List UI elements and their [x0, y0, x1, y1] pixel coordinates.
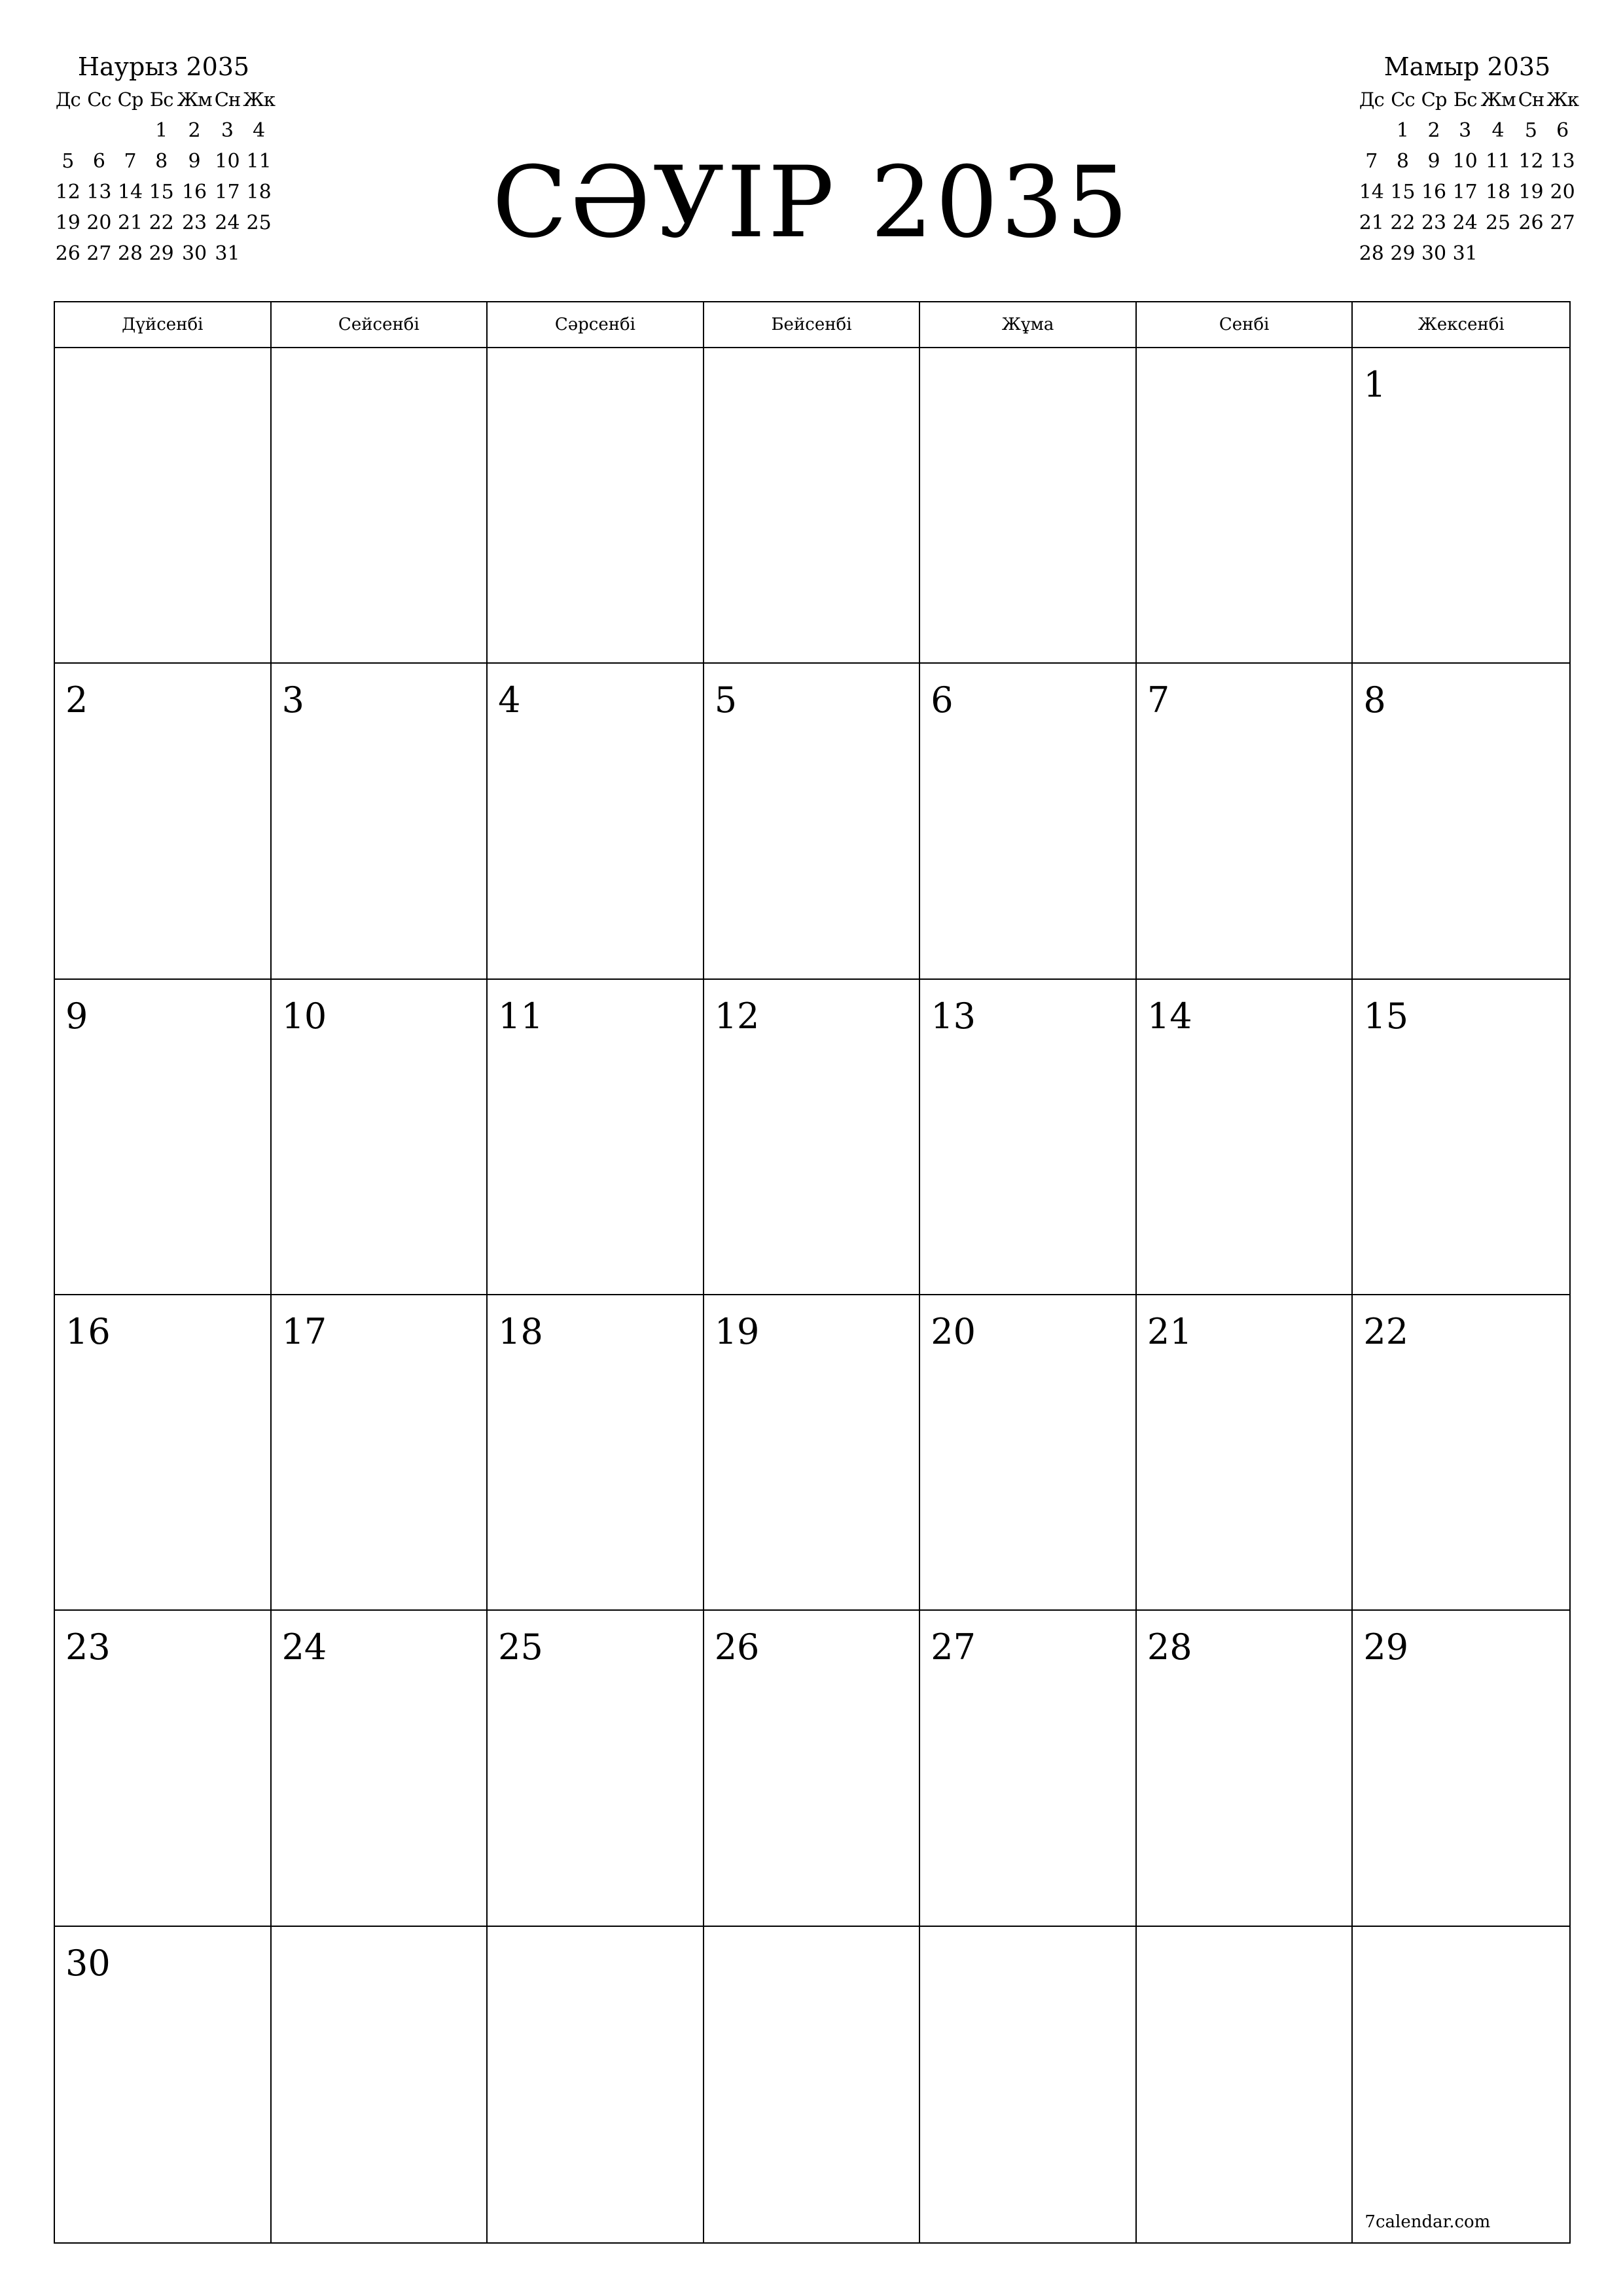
weekday-header: Жексенбі	[1353, 302, 1569, 348]
weekday-header: Дүйсенбі	[55, 302, 272, 348]
mini-day: 18	[246, 181, 272, 204]
day-cell	[704, 980, 921, 1295]
mini-day: 11	[1485, 150, 1511, 173]
mini-day: 27	[86, 242, 112, 265]
mini-day: 13	[1550, 150, 1575, 173]
day-cell	[920, 664, 1137, 979]
day-number: 13	[931, 995, 976, 1037]
mini-day: 17	[1452, 181, 1478, 204]
mini-day: 9	[188, 150, 201, 173]
mini-day: 17	[215, 181, 240, 204]
mini-day: 31	[1452, 242, 1478, 265]
day-cell	[920, 1927, 1137, 2242]
mini-day: 1	[155, 119, 168, 142]
mini-weekday-label: Жк	[1546, 88, 1578, 111]
day-number: 2	[65, 679, 88, 721]
prev-month-title: Наурыз 2035	[77, 52, 250, 81]
mini-day: 3	[1459, 119, 1472, 142]
mini-day: 26	[1518, 211, 1544, 234]
mini-weekday-label: Жм	[177, 88, 212, 111]
mini-day: 2	[1427, 119, 1440, 142]
day-number: 8	[1363, 679, 1386, 721]
mini-day: 29	[149, 242, 174, 265]
mini-day: 10	[215, 150, 240, 173]
weekday-header: Бейсенбі	[704, 302, 921, 348]
mini-day: 25	[1485, 211, 1511, 234]
day-cell	[488, 1295, 704, 1611]
mini-day: 22	[149, 211, 174, 234]
mini-day: 23	[1421, 211, 1447, 234]
mini-weekday-label: Жк	[243, 88, 275, 111]
mini-day: 30	[1421, 242, 1447, 265]
mini-day: 16	[1421, 181, 1447, 204]
day-cell	[272, 1295, 488, 1611]
day-number: 11	[498, 995, 543, 1037]
day-cell	[1137, 980, 1353, 1295]
mini-day: 28	[1359, 242, 1384, 265]
mini-day: 4	[1491, 119, 1505, 142]
weekday-header: Сәрсенбі	[488, 302, 704, 348]
day-cell	[272, 348, 488, 664]
mini-weekday-label: Ср	[1421, 88, 1447, 111]
day-cell	[704, 1611, 921, 1926]
mini-day	[84, 115, 115, 146]
day-cell	[920, 980, 1137, 1295]
day-number: 14	[1147, 995, 1192, 1037]
day-cell	[55, 1295, 272, 1611]
day-number: 23	[65, 1626, 111, 1668]
mini-day	[115, 115, 146, 146]
day-cell	[55, 1611, 272, 1926]
day-number: 25	[498, 1626, 543, 1668]
day-cell	[55, 980, 272, 1295]
mini-day: 29	[1390, 242, 1416, 265]
day-cell	[704, 1295, 921, 1611]
day-number: 22	[1363, 1311, 1409, 1352]
mini-day: 4	[253, 119, 266, 142]
mini-day: 15	[1390, 181, 1416, 204]
mini-day	[1356, 115, 1387, 146]
weekday-header: Жұма	[920, 302, 1137, 348]
day-cell	[272, 1611, 488, 1926]
day-number: 24	[281, 1626, 327, 1668]
mini-day: 28	[117, 242, 143, 265]
day-number: 18	[498, 1311, 543, 1352]
mini-weekday-label: Сн	[214, 88, 241, 111]
day-number: 28	[1147, 1626, 1192, 1668]
day-cell	[272, 980, 488, 1295]
mini-day: 16	[181, 181, 207, 204]
day-cell	[920, 1295, 1137, 1611]
day-number: 3	[281, 679, 304, 721]
day-number: 12	[714, 995, 760, 1037]
mini-day: 21	[117, 211, 143, 234]
day-cell	[1137, 664, 1353, 979]
day-number: 21	[1147, 1311, 1192, 1352]
mini-day: 11	[246, 150, 272, 173]
mini-day: 2	[188, 119, 201, 142]
day-cell	[1353, 348, 1569, 664]
mini-day: 6	[1556, 119, 1569, 142]
mini-day: 14	[1359, 181, 1384, 204]
mini-day: 22	[1390, 211, 1416, 234]
mini-day: 6	[92, 150, 105, 173]
mini-day: 12	[55, 181, 80, 204]
mini-weekday-label: Сс	[1391, 88, 1415, 111]
footer-credit: 7calendar.com	[1364, 2212, 1491, 2232]
next-month-title: Мамыр 2035	[1383, 52, 1551, 81]
day-cell	[704, 348, 921, 664]
mini-day: 25	[246, 211, 272, 234]
day-number: 7	[1147, 679, 1170, 721]
month-grid	[54, 301, 1571, 2244]
mini-weekday-label: Дс	[1359, 88, 1384, 111]
mini-day: 8	[155, 150, 168, 173]
mini-day: 19	[55, 211, 80, 234]
mini-day: 12	[1518, 150, 1544, 173]
day-cell	[1137, 1611, 1353, 1926]
mini-day: 3	[221, 119, 234, 142]
day-number: 27	[931, 1626, 976, 1668]
day-cell	[920, 1611, 1137, 1926]
day-number: 9	[65, 995, 88, 1037]
mini-day: 7	[1365, 150, 1378, 173]
mini-day: 20	[1550, 181, 1575, 204]
day-cell	[920, 348, 1137, 664]
day-number: 30	[65, 1942, 111, 1984]
mini-day: 24	[1452, 211, 1478, 234]
mini-weekday-label: Дс	[55, 88, 80, 111]
day-number: 5	[714, 679, 738, 721]
weekday-header: Сенбі	[1137, 302, 1353, 348]
day-number: 4	[498, 679, 521, 721]
day-number: 6	[931, 679, 954, 721]
mini-day: 9	[1427, 150, 1440, 173]
mini-day: 15	[149, 181, 174, 204]
day-cell	[1137, 1927, 1353, 2242]
mini-weekday-label: Бс	[1453, 88, 1477, 111]
day-number: 29	[1363, 1626, 1409, 1668]
day-number: 16	[65, 1311, 111, 1352]
mini-day: 24	[215, 211, 240, 234]
mini-weekday-label: Ср	[117, 88, 143, 111]
day-number: 20	[931, 1311, 976, 1352]
mini-day: 1	[1396, 119, 1409, 142]
mini-weekday-label: Сн	[1518, 88, 1544, 111]
mini-day: 23	[181, 211, 207, 234]
mini-day: 30	[181, 242, 207, 265]
day-number: 10	[281, 995, 327, 1037]
day-cell	[488, 664, 704, 979]
mini-day	[52, 115, 84, 146]
day-cell	[488, 980, 704, 1295]
mini-weekday-label: Бс	[149, 88, 173, 111]
day-cell	[1353, 1927, 1569, 2242]
day-cell	[272, 1927, 488, 2242]
mini-day: 10	[1452, 150, 1478, 173]
day-number: 17	[281, 1311, 327, 1352]
mini-day: 18	[1485, 181, 1511, 204]
page-title: СӘУІР 2035	[492, 146, 1131, 260]
mini-weekday-label: Жм	[1480, 88, 1516, 111]
day-cell	[55, 1927, 272, 2242]
day-cell	[1137, 1295, 1353, 1611]
day-number: 19	[714, 1311, 760, 1352]
mini-day: 5	[62, 150, 75, 173]
day-cell	[1353, 1611, 1569, 1926]
day-cell	[55, 664, 272, 979]
day-cell	[1137, 348, 1353, 664]
mini-day: 7	[124, 150, 137, 173]
day-cell	[1353, 980, 1569, 1295]
weekday-header: Сейсенбі	[272, 302, 488, 348]
mini-day: 20	[86, 211, 112, 234]
mini-day: 27	[1550, 211, 1575, 234]
day-cell	[488, 1927, 704, 2242]
day-cell	[488, 348, 704, 664]
mini-day: 8	[1396, 150, 1409, 173]
day-cell	[1353, 664, 1569, 979]
mini-day: 14	[117, 181, 143, 204]
mini-day: 21	[1359, 211, 1384, 234]
mini-day: 26	[55, 242, 80, 265]
day-cell	[704, 664, 921, 979]
day-number: 26	[714, 1626, 760, 1668]
day-cell	[488, 1611, 704, 1926]
mini-day: 31	[215, 242, 240, 265]
day-cell	[1353, 1295, 1569, 1611]
mini-day: 13	[86, 181, 112, 204]
day-cell	[272, 664, 488, 979]
day-number: 15	[1363, 995, 1409, 1037]
day-number: 1	[1363, 364, 1386, 405]
mini-day: 19	[1518, 181, 1544, 204]
day-cell	[55, 348, 272, 664]
day-cell	[704, 1927, 921, 2242]
mini-weekday-label: Сс	[87, 88, 111, 111]
mini-day: 5	[1524, 119, 1537, 142]
